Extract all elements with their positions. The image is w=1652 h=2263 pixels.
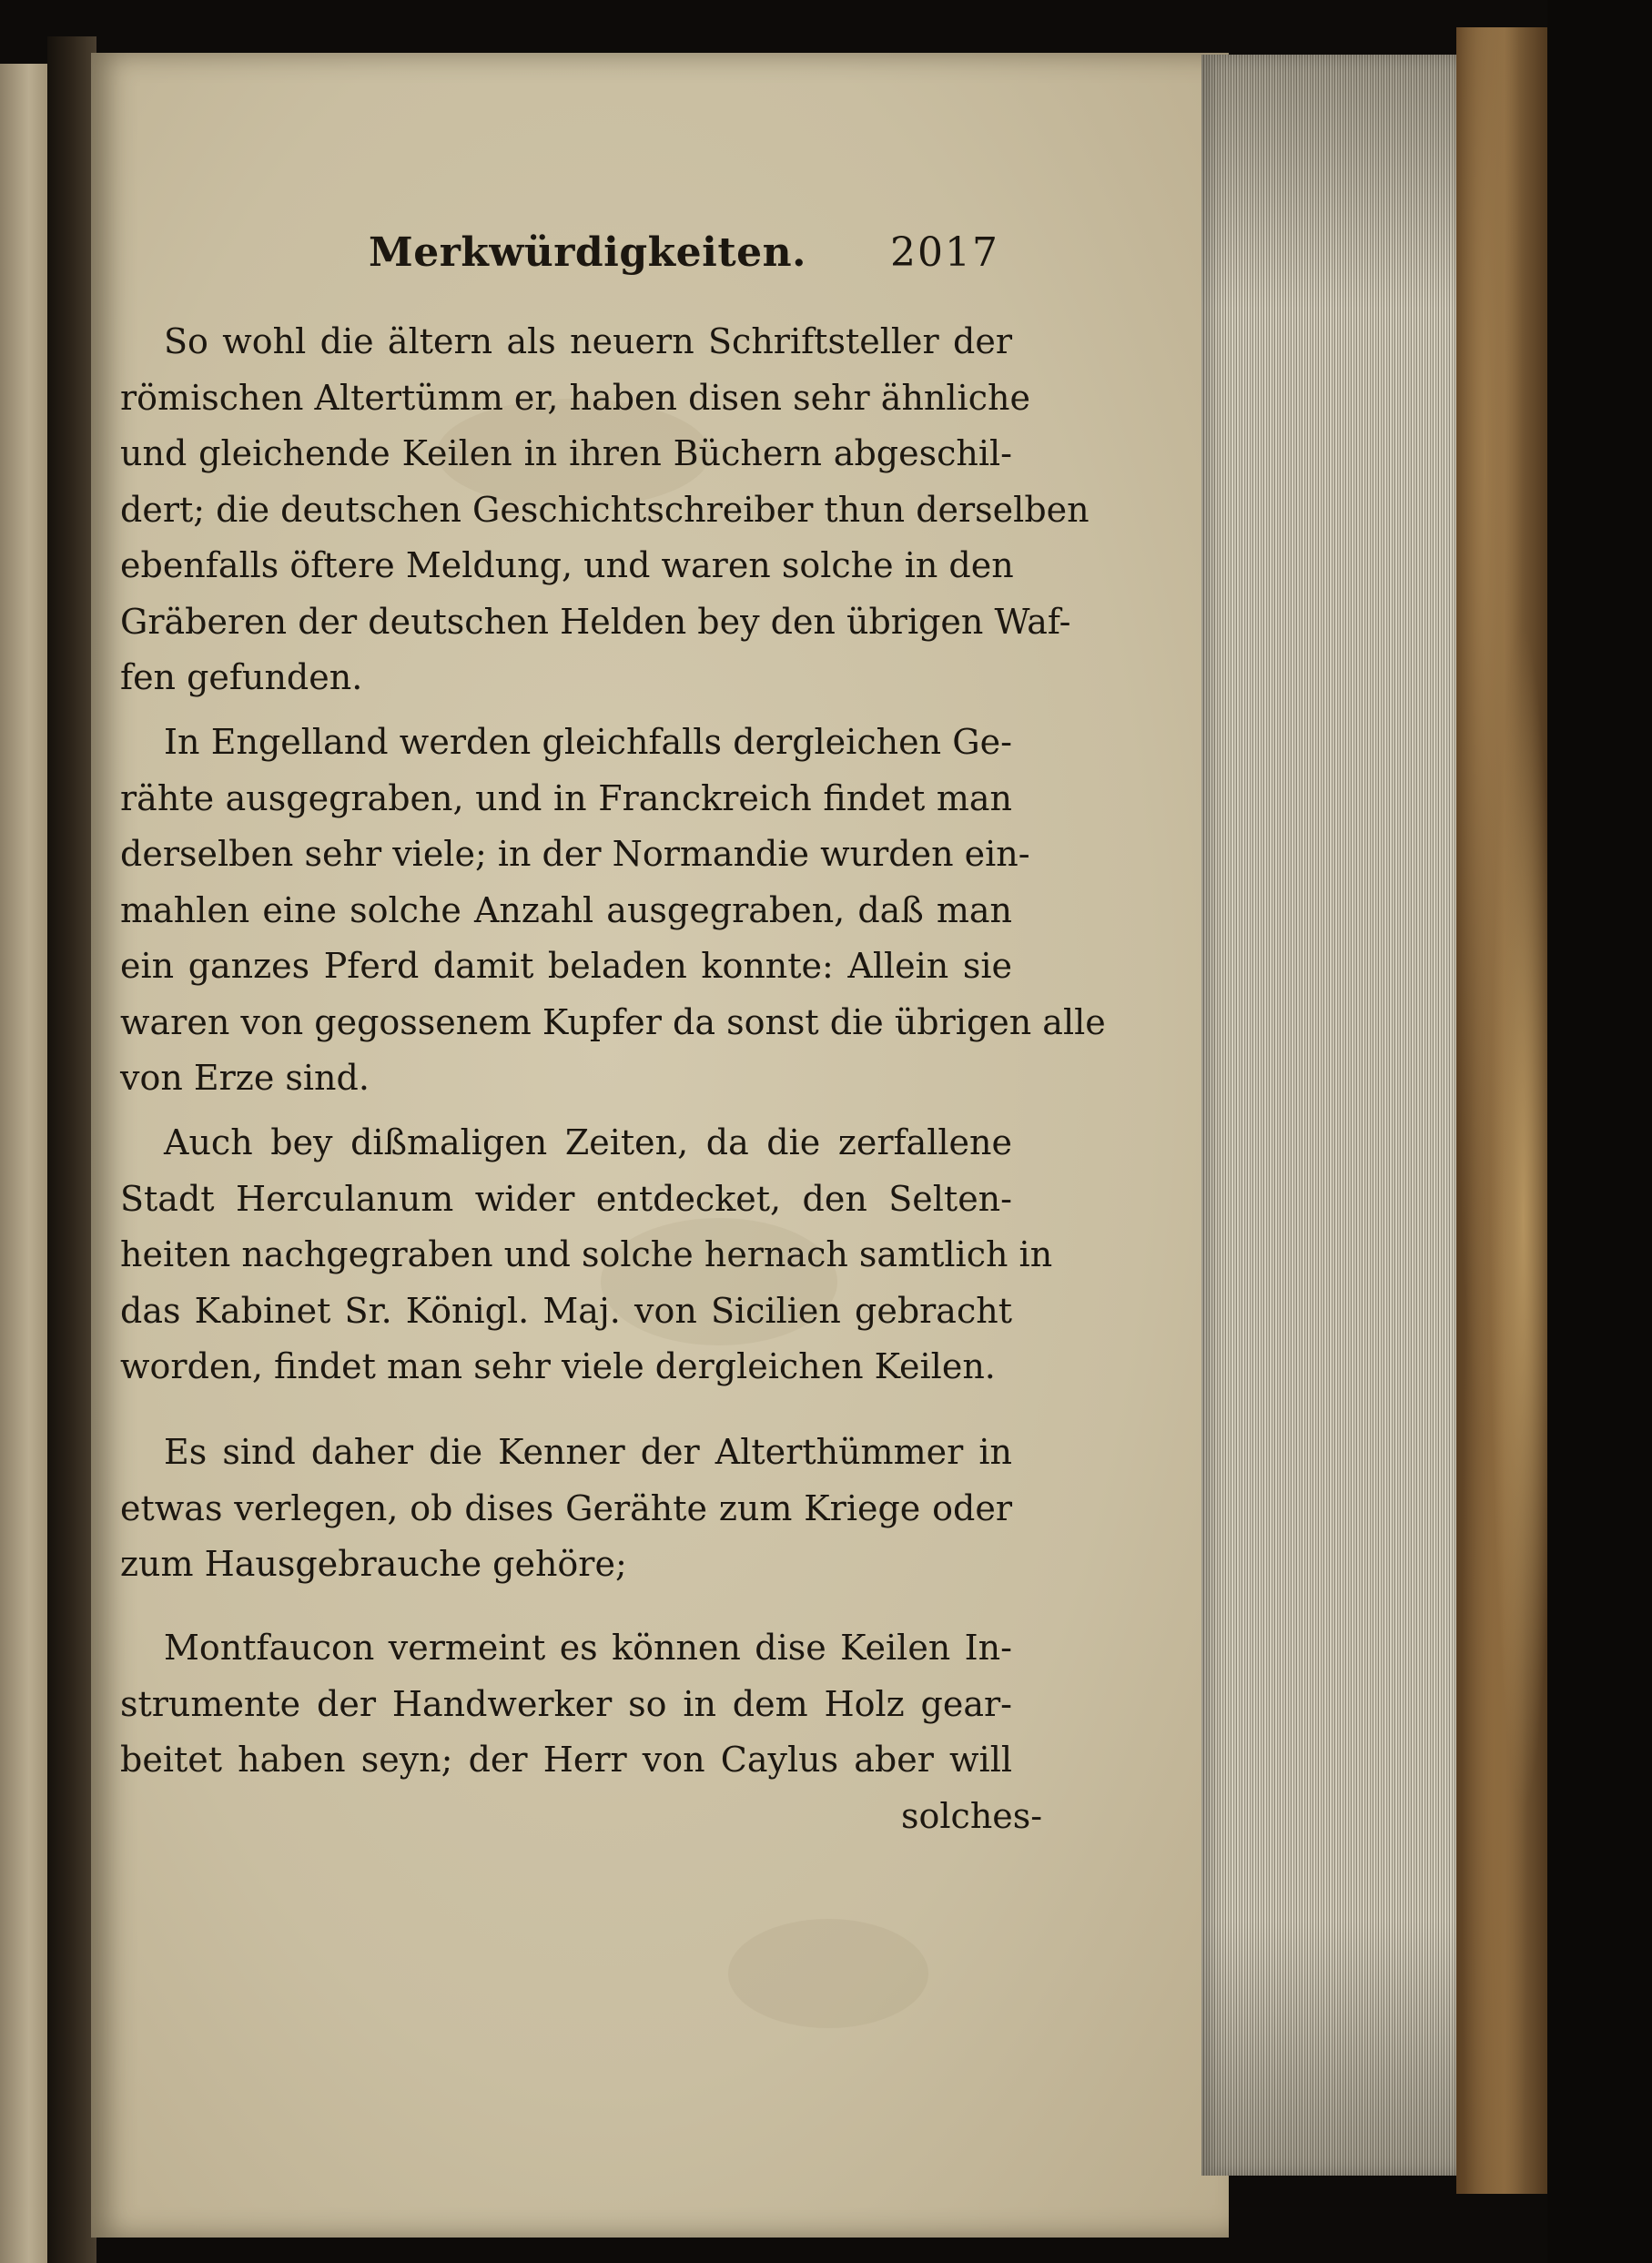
text-line: ebenfalls öftere Meldung, und waren solche in den [120, 545, 1014, 585]
text-line: das Kabinet Sr. Königl. Maj. von Sicilien gebracht [120, 1290, 1012, 1331]
left-page-edge [0, 64, 53, 2263]
text-line: derselben sehr viele; in der Normandie wurden ein- [120, 834, 1030, 874]
text-line: ein ganzes Pferd damit beladen konnte: Allein sie [120, 946, 1012, 986]
text-line: fen gefunden. [120, 657, 363, 697]
text-line: Montfaucon vermeint es können dise Keilen In- [164, 1628, 1012, 1668]
background-edge [1547, 0, 1652, 2263]
text-line: beitet haben seyn; der Herr von Caylus aber will [120, 1740, 1012, 1780]
text-line: und gleichende Keilen in ihren Büchern abgeschil- [120, 433, 1012, 473]
text-line: Es sind daher die Kenner der Alterthümmer in [164, 1432, 1012, 1472]
text-line: Stadt Herculanum wider entdecket, den Selten- [120, 1178, 1012, 1219]
text-line: zum Hausgebrauche gehöre; [120, 1544, 627, 1584]
running-head: Merkwürdigkeiten. [369, 229, 806, 276]
paper-stain [728, 1919, 928, 2028]
leather-cover [1456, 27, 1552, 2194]
book-gutter [47, 36, 96, 2263]
text-line: mahlen eine solche Anzahl ausgegraben, daß man [120, 889, 1012, 930]
paragraph [120, 1425, 1012, 1593]
text-line: römischen Altertümm er, haben disen sehr ähnliche [120, 377, 1030, 418]
paragraph [120, 1620, 1012, 1789]
paragraph [120, 314, 1090, 706]
catchword: solches- [901, 1796, 1043, 1836]
page-number: 2017 [890, 229, 999, 276]
text-line: rähte ausgegraben, und in Franckreich findet man [120, 777, 1012, 818]
text-line: heiten nachgegraben und solche hernach samtlich in [120, 1234, 1053, 1274]
text-line: waren von gegossenem Kupfer da sonst die übrigen alle [120, 1001, 1106, 1042]
text-line: etwas verlegen, ob dises Gerähte zum Kriege oder [120, 1487, 1012, 1528]
text-line: worden, findet man sehr viele dergleichen Keilen. [120, 1346, 996, 1386]
fore-edge-shading [1201, 55, 1475, 2176]
text-line: Gräberen der deutschen Helden bey den übrigen Waf- [120, 601, 1071, 642]
text-line: So wohl die ältern als neuern Schriftsteller der [164, 321, 1012, 361]
text-line: dert; die deutschen Geschichtschreiber thun derselben [120, 489, 1090, 530]
text-line: In Engelland werden gleichfalls dergleichen Ge- [164, 722, 1012, 762]
text-line: strumente der Handwerker so in dem Holz gear- [120, 1683, 1012, 1724]
text-line: von Erze sind. [120, 1058, 370, 1098]
text-line: Auch bey dißmaligen Zeiten, da die zerfallene [164, 1122, 1012, 1162]
paragraph [120, 715, 1106, 1107]
paragraph [120, 1115, 1053, 1395]
